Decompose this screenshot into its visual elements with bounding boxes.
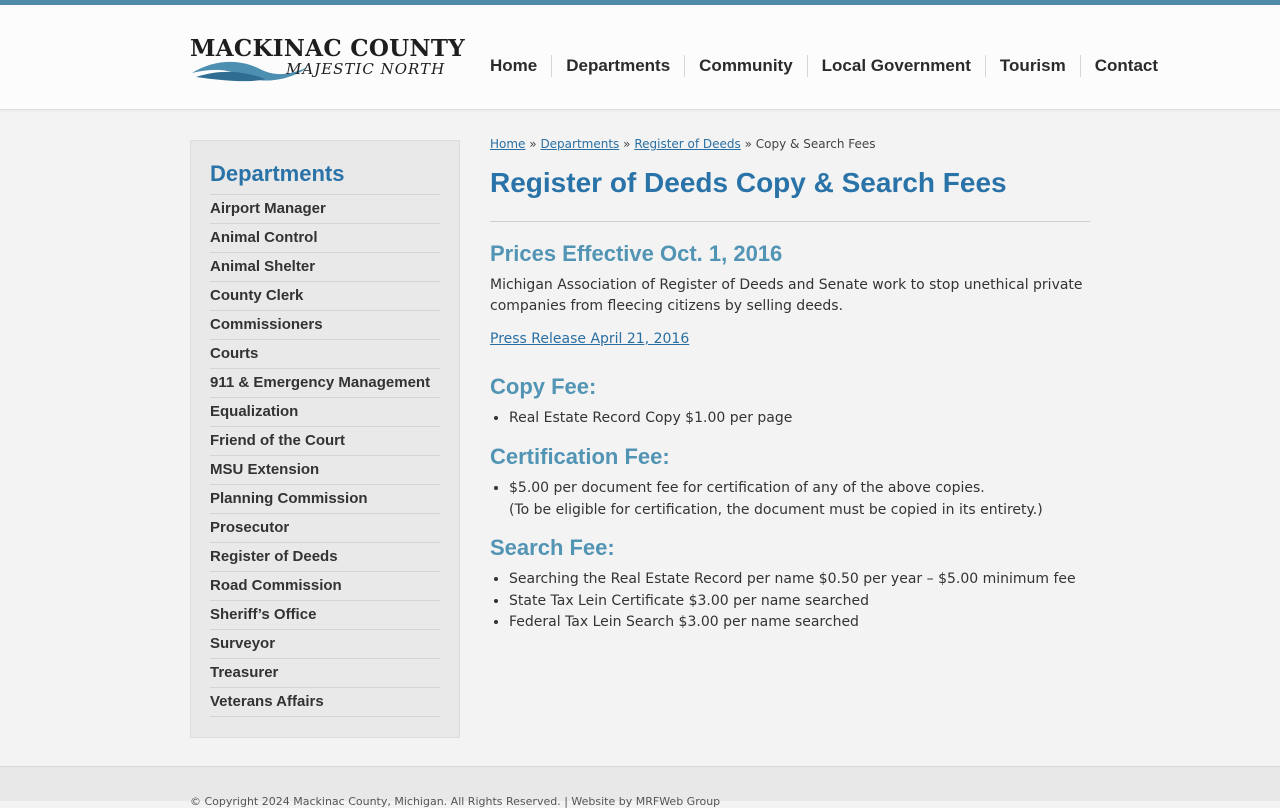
- sidebar-item-animal-shelter[interactable]: Animal Shelter: [210, 253, 440, 282]
- logo-title: MACKINAC COUNTY: [190, 35, 465, 62]
- copy-fee-heading: Copy Fee:: [490, 374, 597, 399]
- intro-paragraph: Michigan Association of Register of Deeds and Senate work to stop unethical private companies from fleecing citizens by selling deeds.: [490, 277, 1083, 314]
- sidebar-item-equalization[interactable]: Equalization: [210, 398, 440, 427]
- copy-fee-list: [490, 408, 1109, 430]
- sidebar-item-planning-commission[interactable]: Planning Commission: [210, 485, 440, 514]
- breadcrumb-home[interactable]: Home: [490, 137, 526, 151]
- list-item: • Federal Tax Lein Search $3.00 per name searched: [509, 612, 1109, 634]
- main-nav: [476, 55, 1172, 77]
- sidebar-item-road-commission[interactable]: Road Commission: [210, 572, 440, 601]
- breadcrumb-separator: »: [529, 137, 537, 151]
- sidebar-item-veterans-affairs[interactable]: Veterans Affairs: [210, 688, 440, 717]
- site-footer: [0, 766, 1280, 808]
- nav-local-government[interactable]: Local Government: [807, 55, 985, 77]
- certification-fee-heading: Certification Fee:: [490, 444, 670, 469]
- nav-tourism[interactable]: Tourism: [985, 55, 1080, 77]
- sidebar-item-sheriffs-office[interactable]: Sheriff’s Office: [210, 601, 440, 630]
- sidebar-item-commissioners[interactable]: Commissioners: [210, 311, 440, 340]
- breadcrumb: [490, 137, 876, 151]
- breadcrumb-separator: »: [744, 137, 752, 151]
- list-item: • Searching the Real Estate Record per name $0.50 per year – $5.00 minimum fee: [509, 569, 1109, 591]
- prices-heading: Prices Effective Oct. 1, 2016: [490, 241, 783, 266]
- sidebar-item-county-clerk[interactable]: County Clerk: [210, 282, 440, 311]
- breadcrumb-register-of-deeds[interactable]: Register of Deeds: [634, 137, 741, 151]
- site-logo[interactable]: [190, 35, 465, 85]
- department-list: [210, 194, 440, 717]
- copyright-text: © Copyright 2024 Mackinac County, Michigan. All Rights Reserved. | Website by MRFWeb Group: [190, 795, 721, 808]
- press-release-link[interactable]: Press Release April 21, 2016: [490, 331, 690, 347]
- breadcrumb-current: Copy & Search Fees: [755, 137, 876, 151]
- certification-fee-list: [490, 478, 1109, 521]
- list-item: [509, 478, 1109, 521]
- breadcrumb-departments[interactable]: Departments: [540, 137, 620, 151]
- sidebar-item-friend-of-the-court[interactable]: Friend of the Court: [210, 427, 440, 456]
- list-item: • Real Estate Record Copy $1.00 per page: [509, 408, 1109, 430]
- departments-sidebar: [190, 140, 460, 738]
- sidebar-item-emergency-management[interactable]: 911 & Emergency Management: [210, 369, 440, 398]
- nav-home[interactable]: Home: [490, 56, 538, 75]
- sidebar-item-courts[interactable]: Courts: [210, 340, 440, 369]
- nav-contact[interactable]: Contact: [1080, 55, 1172, 77]
- sidebar-item-airport-manager[interactable]: Airport Manager: [210, 195, 440, 224]
- logo-tagline: MAJESTIC NORTH: [286, 60, 446, 78]
- sidebar-item-surveyor[interactable]: Surveyor: [210, 630, 440, 659]
- nav-community[interactable]: Community: [684, 55, 807, 77]
- sidebar-title: Departments: [210, 161, 345, 186]
- sidebar-item-register-of-deeds[interactable]: Register of Deeds: [210, 543, 440, 572]
- site-header: [0, 5, 1280, 110]
- nav-departments[interactable]: Departments: [551, 55, 684, 77]
- list-item: • State Tax Lein Certificate $3.00 per name searched: [509, 591, 1109, 613]
- search-fee-list: [490, 569, 1109, 634]
- certification-note: (To be eligible for certification, the document must be copied in its entirety.): [509, 501, 1043, 518]
- sidebar-item-prosecutor[interactable]: Prosecutor: [210, 514, 440, 543]
- sidebar-item-animal-control[interactable]: Animal Control: [210, 224, 440, 253]
- breadcrumb-separator: »: [623, 137, 631, 151]
- sidebar-item-msu-extension[interactable]: MSU Extension: [210, 456, 440, 485]
- page-title: Register of Deeds Copy & Search Fees: [490, 167, 1007, 198]
- title-divider: [490, 221, 1090, 222]
- certification-fee-text: $5.00 per document fee for certification of any of the above copies.: [509, 480, 985, 496]
- sidebar-item-treasurer[interactable]: Treasurer: [210, 659, 440, 688]
- search-fee-heading: Search Fee:: [490, 535, 615, 560]
